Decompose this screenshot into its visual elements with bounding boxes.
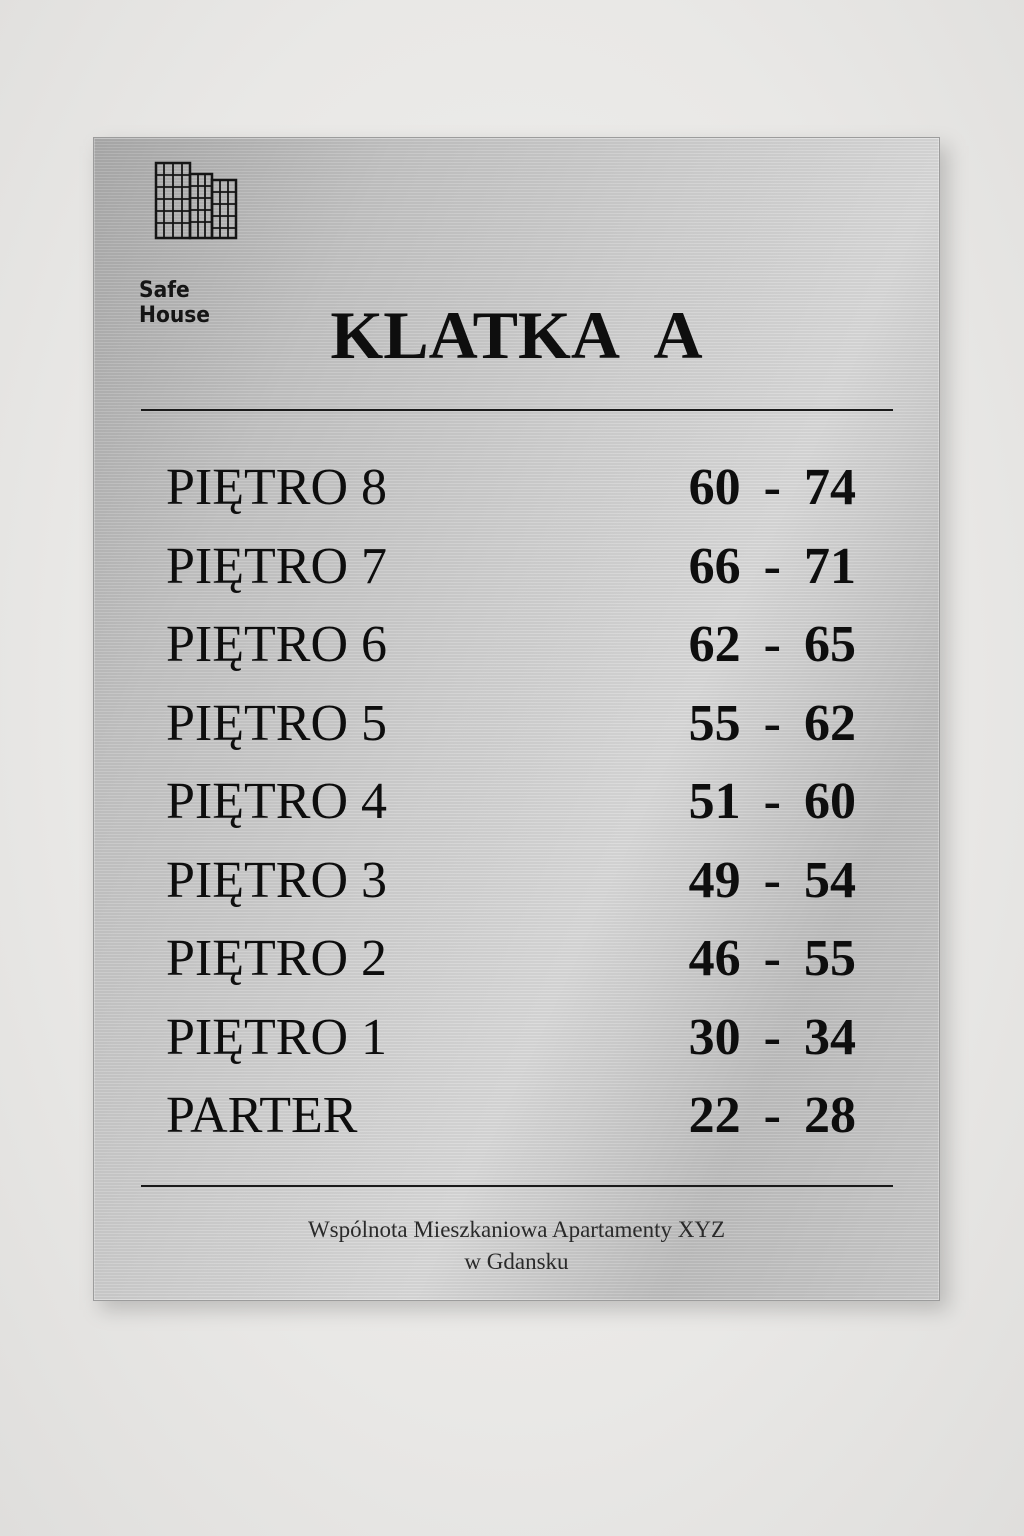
bottom-divider — [141, 1185, 893, 1187]
apartment-range: 46 - 55 — [688, 930, 856, 987]
footer — [94, 1214, 939, 1278]
footer-line-2: w Gdansku — [464, 1249, 569, 1274]
floor-row — [166, 1008, 856, 1087]
top-divider — [141, 409, 893, 411]
logo-text: Safe House — [139, 278, 211, 328]
floor-label: PIĘTRO 3 — [166, 851, 387, 909]
apartment-range: 22 - 28 — [688, 1087, 856, 1144]
floor-row — [166, 615, 856, 694]
buildings-icon — [154, 160, 238, 240]
floor-row — [166, 1086, 856, 1165]
apartment-range: 51 - 60 — [688, 773, 856, 830]
apartment-range: 66 - 71 — [688, 537, 856, 595]
apartment-range: 55 - 62 — [688, 694, 856, 752]
footer-line-1: Wspólnota Mieszkaniowa Apartamenty XYZ — [307, 1217, 726, 1242]
floor-row — [166, 772, 856, 851]
floor-list — [166, 458, 856, 1165]
floor-row — [166, 694, 856, 773]
apartment-range: 30 - 34 — [688, 1008, 856, 1066]
floor-row — [166, 851, 856, 930]
apartment-range: 49 - 54 — [688, 851, 856, 909]
apartment-range: 60 - 74 — [688, 459, 856, 516]
floor-row — [166, 537, 856, 616]
floor-label: PIĘTRO 7 — [166, 537, 387, 595]
floor-label: PIĘTRO 4 — [166, 773, 387, 830]
apartment-range: 62 - 65 — [688, 616, 856, 673]
floor-label: PIĘTRO 5 — [166, 694, 387, 752]
logo — [139, 160, 279, 328]
floor-directory-sign — [93, 137, 940, 1301]
floor-label: PIĘTRO 1 — [166, 1008, 387, 1066]
sign-title: KLATKA A — [330, 297, 703, 373]
floor-label: PIĘTRO 2 — [166, 930, 387, 987]
floor-label: PIĘTRO 6 — [166, 616, 387, 673]
floor-row — [166, 458, 856, 537]
floor-label: PIĘTRO 8 — [166, 459, 387, 516]
floor-row — [166, 929, 856, 1008]
floor-label: PARTER — [166, 1087, 358, 1144]
